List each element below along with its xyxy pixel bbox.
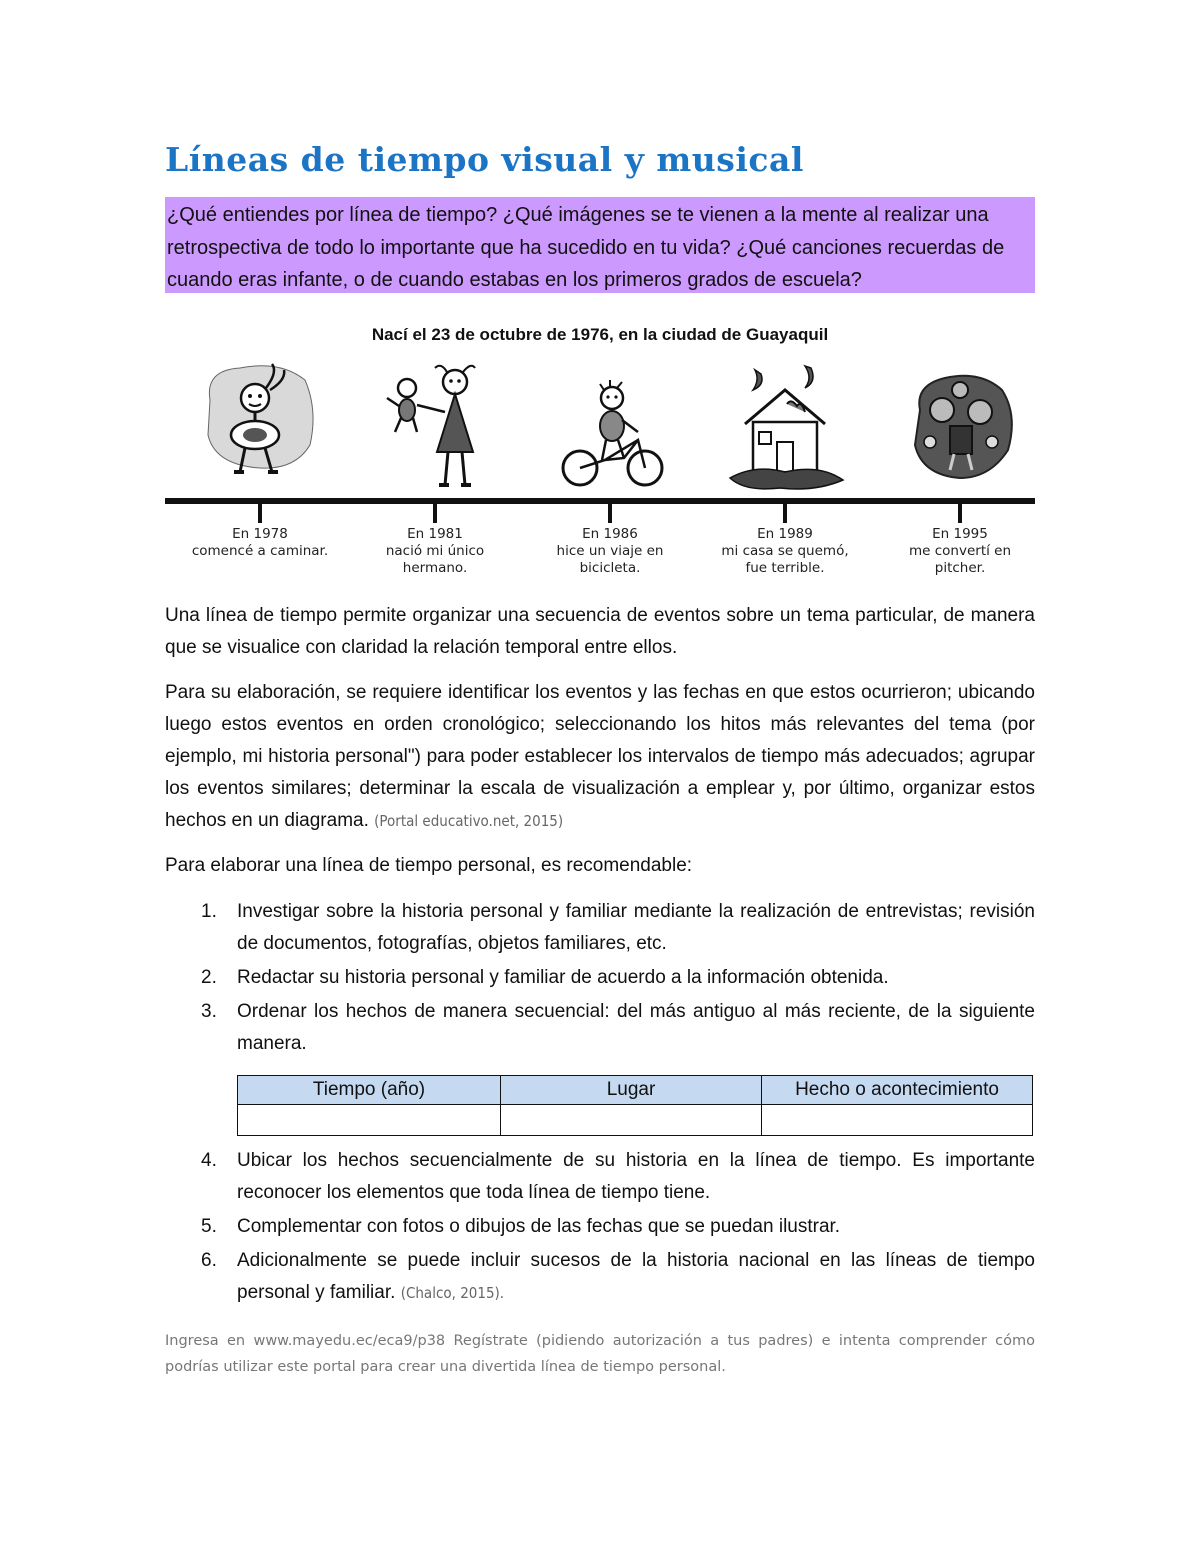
list-item-text: Complementar con fotos o dibujos de las fechas que se puedan ilustrar. xyxy=(237,1216,841,1237)
table-cell xyxy=(501,1105,762,1136)
list-item-number: 1. xyxy=(201,901,217,922)
timeline-event-label xyxy=(710,526,860,577)
timeline-axis xyxy=(165,498,1035,504)
list-item-number: 5. xyxy=(201,1216,217,1237)
timeline-event-year: En 1978 xyxy=(232,526,288,542)
steps-list-continued xyxy=(165,1145,1035,1311)
timeline-event-label xyxy=(360,526,510,577)
list-item xyxy=(165,962,1035,994)
table-header-row xyxy=(238,1076,1033,1105)
bicycle-icon xyxy=(550,360,670,495)
timeline-event-year: En 1995 xyxy=(932,526,988,542)
timeline-event-label xyxy=(885,526,1035,577)
citation: (Chalco, 2015). xyxy=(400,1284,505,1302)
list-item-text: Redactar su historia personal y familiar de acuerdo a la información obtenida. xyxy=(237,967,889,988)
timeline-event-label xyxy=(185,526,335,560)
timeline-figure xyxy=(165,320,1035,590)
column-header: Hecho o acontecimiento xyxy=(762,1076,1033,1105)
timeline-event-text: comencé a caminar. xyxy=(191,543,329,559)
list-item xyxy=(165,1245,1035,1309)
timeline-tick xyxy=(958,501,962,523)
burning-house-icon xyxy=(725,360,845,495)
list-item-text: Investigar sobre la historia personal y familiar mediante la realización de entrevistas; revisión de documentos, fotografías, objetos familiares, etc. xyxy=(237,901,1035,954)
timeline-event-year: En 1989 xyxy=(757,526,813,542)
timeline-event-text: hice un viaje en bicicleta. xyxy=(556,543,664,576)
list-item-number: 2. xyxy=(201,967,217,988)
citation: (Portal educativo.net, 2015) xyxy=(374,812,564,830)
timeline-caption: Nací el 23 de octubre de 1976, en la ciudad de Guayaquil xyxy=(371,325,829,344)
list-item-number: 3. xyxy=(201,1001,217,1022)
timeline-event-text: me convertí en pitcher. xyxy=(908,543,1012,576)
paragraph-definition: Una línea de tiempo permite organizar una secuencia de eventos sobre un tema particular, de manera que se visualice con claridad la relación temporal entre ellos. xyxy=(165,605,1035,658)
toddler-walking-icon xyxy=(200,360,320,495)
table-cell xyxy=(762,1105,1033,1136)
timeline-event-text: mi casa se quemó, fue terrible. xyxy=(721,543,849,576)
timeline-tick xyxy=(783,501,787,523)
timeline-event-text: nació mi único hermano. xyxy=(385,543,485,576)
list-item-text: Adicionalmente se puede incluir sucesos de la historia nacional en las líneas de tiempo personal y familiar. xyxy=(237,1250,1035,1303)
steps-list xyxy=(165,896,1035,1062)
footer-note: Ingresa en www.mayedu.ec/eca9/p38 Regístrate (pidiendo autorización a tus padres) e intenta comprender cómo podrías utilizar este portal para crear una divertida línea de tiempo personal. xyxy=(165,1333,1035,1375)
list-item-text: Ubicar los hechos secuencialmente de su historia en la línea de tiempo. Es importante reconocer los elementos que toda línea de tiempo tiene. xyxy=(237,1150,1035,1203)
column-header: Lugar xyxy=(501,1076,762,1105)
list-item xyxy=(165,996,1035,1060)
timeline-tick xyxy=(608,501,612,523)
paragraph-elaboration-text: Para su elaboración, se requiere identificar los eventos y las fechas en que estos ocurrieron; ubicando luego estos eventos en orden cronológico; seleccionando los hitos más relevantes del tema (por ejemplo, mi historia personal") para poder establecer los intervalos de tiempo más adecuados; agrupar los eventos similares; determinar la escala de visualización a emplear y, por último, organizar estos hechos en un diagrama. xyxy=(165,682,1035,831)
table-row xyxy=(238,1105,1033,1136)
sibling-icon xyxy=(375,360,495,495)
list-item-text: Ordenar los hechos de manera secuencial: del más antiguo al más reciente, de la siguiente manera. xyxy=(237,1001,1035,1054)
timeline-event-label xyxy=(535,526,685,577)
paragraph-recommendation: Para elaborar una línea de tiempo personal, es recomendable: xyxy=(165,855,693,876)
timeline-tick xyxy=(433,501,437,523)
timeline-tick xyxy=(258,501,262,523)
list-item-number: 6. xyxy=(201,1250,217,1271)
pitcher-icon xyxy=(900,360,1020,495)
list-item-number: 4. xyxy=(201,1150,217,1171)
timeline-event-year: En 1981 xyxy=(407,526,463,542)
list-item xyxy=(165,1211,1035,1243)
list-item xyxy=(165,896,1035,960)
intro-questions-box xyxy=(165,197,1035,293)
timeline-template-table xyxy=(237,1075,1033,1136)
list-item xyxy=(165,1145,1035,1209)
column-header: Tiempo (año) xyxy=(238,1076,501,1105)
table-cell xyxy=(238,1105,501,1136)
timeline-event-year: En 1986 xyxy=(582,526,638,542)
intro-questions-text: ¿Qué entiendes por línea de tiempo? ¿Qué imágenes se te vienen a la mente al realizar una retrospectiva de todo lo importante que ha sucedido en tu vida? ¿Qué canciones recuerdas de cuando eras infante, o de cuando estabas en los primeros grados de escuela? xyxy=(167,204,1005,291)
paragraph-elaboration xyxy=(165,677,1035,837)
page-title: Líneas de tiempo visual y musical xyxy=(165,140,804,179)
